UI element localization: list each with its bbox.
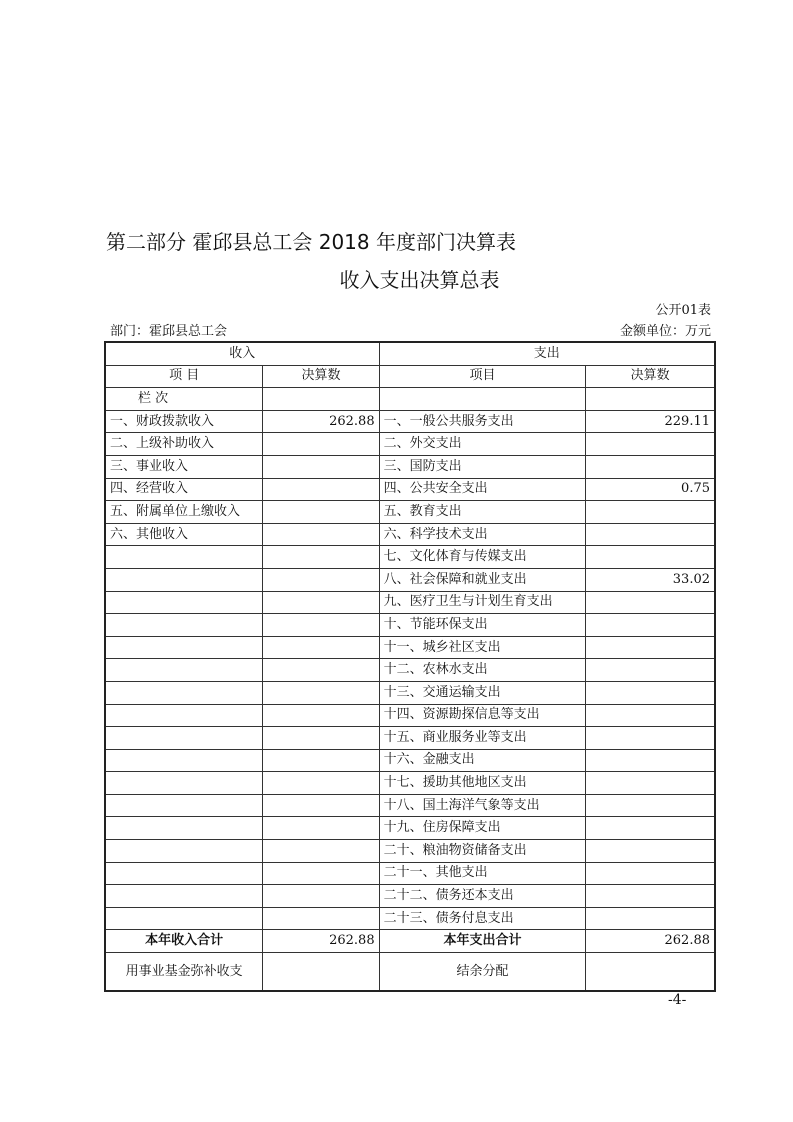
income-amount <box>263 455 379 478</box>
expense-item: 十、节能环保支出 <box>379 614 586 637</box>
expense-item: 十三、交通运输支出 <box>379 681 586 704</box>
income-item <box>105 591 263 614</box>
income-amount <box>263 501 379 524</box>
col-amount-income: 决算数 <box>263 365 379 388</box>
income-item <box>105 568 263 591</box>
expense-item: 九、医疗卫生与计划生育支出 <box>379 591 586 614</box>
income-item: 六、其他收入 <box>105 523 263 546</box>
total-expense-label: 本年支出合计 <box>379 930 586 953</box>
income-amount <box>263 704 379 727</box>
expense-amount <box>586 885 715 908</box>
income-item: 五、附属单位上缴收入 <box>105 501 263 524</box>
expense-header: 支出 <box>379 342 715 365</box>
expense-item: 十七、援助其他地区支出 <box>379 772 586 795</box>
expense-amount <box>586 817 715 840</box>
empty-cell <box>586 388 715 411</box>
department-label: 部门：霍邱县总工会 <box>110 324 228 339</box>
empty-cell <box>263 388 379 411</box>
table-row <box>105 433 715 456</box>
expense-item: 八、社会保障和就业支出 <box>379 568 586 591</box>
table-row <box>105 614 715 637</box>
expense-item: 二十三、债务付息支出 <box>379 907 586 930</box>
income-item <box>105 659 263 682</box>
table-row <box>105 885 715 908</box>
expense-item: 四、公共安全支出 <box>379 478 586 501</box>
empty-cell <box>379 388 586 411</box>
income-amount <box>263 681 379 704</box>
expense-amount <box>586 727 715 750</box>
form-number: 公开01表 <box>655 303 711 318</box>
table-row <box>105 772 715 795</box>
expense-amount: 33.02 <box>586 568 715 591</box>
expense-item: 二十一、其他支出 <box>379 862 586 885</box>
expense-amount <box>586 704 715 727</box>
expense-amount <box>586 546 715 569</box>
expense-item: 十九、住房保障支出 <box>379 817 586 840</box>
section-header-row <box>105 342 715 365</box>
income-item: 一、财政拨款收入 <box>105 410 263 433</box>
table-row <box>105 523 715 546</box>
total-income: 262.88 <box>263 930 379 953</box>
income-item <box>105 546 263 569</box>
expense-item: 一、一般公共服务支出 <box>379 410 586 433</box>
income-amount <box>263 907 379 930</box>
row-index-row <box>105 388 715 411</box>
income-amount <box>263 862 379 885</box>
income-amount <box>263 568 379 591</box>
expense-item: 十四、资源勘探信息等支出 <box>379 704 586 727</box>
expense-amount <box>586 749 715 772</box>
table-row <box>105 501 715 524</box>
income-amount <box>263 546 379 569</box>
table-row <box>105 636 715 659</box>
empty-cell <box>586 953 715 992</box>
income-item <box>105 840 263 863</box>
table-row <box>105 478 715 501</box>
income-amount <box>263 523 379 546</box>
col-item-income: 项 目 <box>105 365 263 388</box>
income-amount <box>263 885 379 908</box>
expense-amount <box>586 794 715 817</box>
expense-amount <box>586 501 715 524</box>
row-index-label: 栏 次 <box>105 388 263 411</box>
income-item <box>105 681 263 704</box>
income-item <box>105 885 263 908</box>
page-number: -4- <box>668 992 687 1008</box>
table-row <box>105 591 715 614</box>
fund-label: 用事业基金弥补收支 <box>105 953 263 992</box>
page-title: 第二部分 霍邱县总工会 2018 年度部门决算表 <box>106 230 516 254</box>
income-item: 四、经营收入 <box>105 478 263 501</box>
income-item <box>105 704 263 727</box>
col-amount-expense: 决算数 <box>586 365 715 388</box>
income-item <box>105 614 263 637</box>
expense-item: 十六、金融支出 <box>379 749 586 772</box>
expense-item: 二、外交支出 <box>379 433 586 456</box>
column-header-row <box>105 365 715 388</box>
income-item: 三、事业收入 <box>105 455 263 478</box>
table-row <box>105 817 715 840</box>
table-row <box>105 862 715 885</box>
expense-item: 七、文化体育与传媒支出 <box>379 546 586 569</box>
col-item-expense: 项目 <box>379 365 586 388</box>
expense-amount <box>586 772 715 795</box>
expense-item: 二十二、债务还本支出 <box>379 885 586 908</box>
income-amount <box>263 636 379 659</box>
expense-item: 六、科学技术支出 <box>379 523 586 546</box>
unit-label: 金额单位：万元 <box>619 324 711 339</box>
expense-amount <box>586 614 715 637</box>
total-expense: 262.88 <box>586 930 715 953</box>
income-amount <box>263 727 379 750</box>
table-row <box>105 840 715 863</box>
income-amount <box>263 478 379 501</box>
table-row <box>105 568 715 591</box>
income-item <box>105 907 263 930</box>
income-item <box>105 862 263 885</box>
expense-amount <box>586 636 715 659</box>
income-amount <box>263 840 379 863</box>
table-row <box>105 727 715 750</box>
income-amount <box>263 433 379 456</box>
expense-item: 十二、农林水支出 <box>379 659 586 682</box>
income-expense-table <box>104 341 716 992</box>
expense-amount <box>586 455 715 478</box>
expense-item: 二十、粮油物资储备支出 <box>379 840 586 863</box>
expense-item: 十八、国土海洋气象等支出 <box>379 794 586 817</box>
expense-amount <box>586 862 715 885</box>
empty-cell <box>263 953 379 992</box>
income-item <box>105 749 263 772</box>
income-amount <box>263 772 379 795</box>
income-amount <box>263 659 379 682</box>
table-title: 收入支出决算总表 <box>339 268 500 292</box>
total-income-label: 本年收入合计 <box>105 930 263 953</box>
expense-item: 五、教育支出 <box>379 501 586 524</box>
income-item <box>105 772 263 795</box>
income-header: 收入 <box>105 342 379 365</box>
income-item <box>105 817 263 840</box>
expense-amount <box>586 659 715 682</box>
summary-row <box>105 930 715 953</box>
surplus-label: 结余分配 <box>379 953 586 992</box>
expense-item: 十五、商业服务业等支出 <box>379 727 586 750</box>
expense-amount <box>586 681 715 704</box>
income-item <box>105 727 263 750</box>
income-item: 二、上级补助收入 <box>105 433 263 456</box>
expense-amount <box>586 433 715 456</box>
income-item <box>105 636 263 659</box>
expense-amount: 229.11 <box>586 410 715 433</box>
table-row <box>105 704 715 727</box>
expense-item: 三、国防支出 <box>379 455 586 478</box>
table-row <box>105 794 715 817</box>
table-row <box>105 681 715 704</box>
table-row <box>105 907 715 930</box>
table-row <box>105 546 715 569</box>
income-item <box>105 794 263 817</box>
expense-amount: 0.75 <box>586 478 715 501</box>
table-row <box>105 410 715 433</box>
table-row <box>105 659 715 682</box>
income-amount <box>263 749 379 772</box>
income-amount <box>263 614 379 637</box>
table-row <box>105 455 715 478</box>
expense-amount <box>586 907 715 930</box>
expense-amount <box>586 840 715 863</box>
expense-amount <box>586 591 715 614</box>
expense-item: 十一、城乡社区支出 <box>379 636 586 659</box>
table-row <box>105 749 715 772</box>
income-amount <box>263 817 379 840</box>
income-amount <box>263 591 379 614</box>
income-amount: 262.88 <box>263 410 379 433</box>
summary-row <box>105 953 715 992</box>
income-amount <box>263 794 379 817</box>
expense-amount <box>586 523 715 546</box>
